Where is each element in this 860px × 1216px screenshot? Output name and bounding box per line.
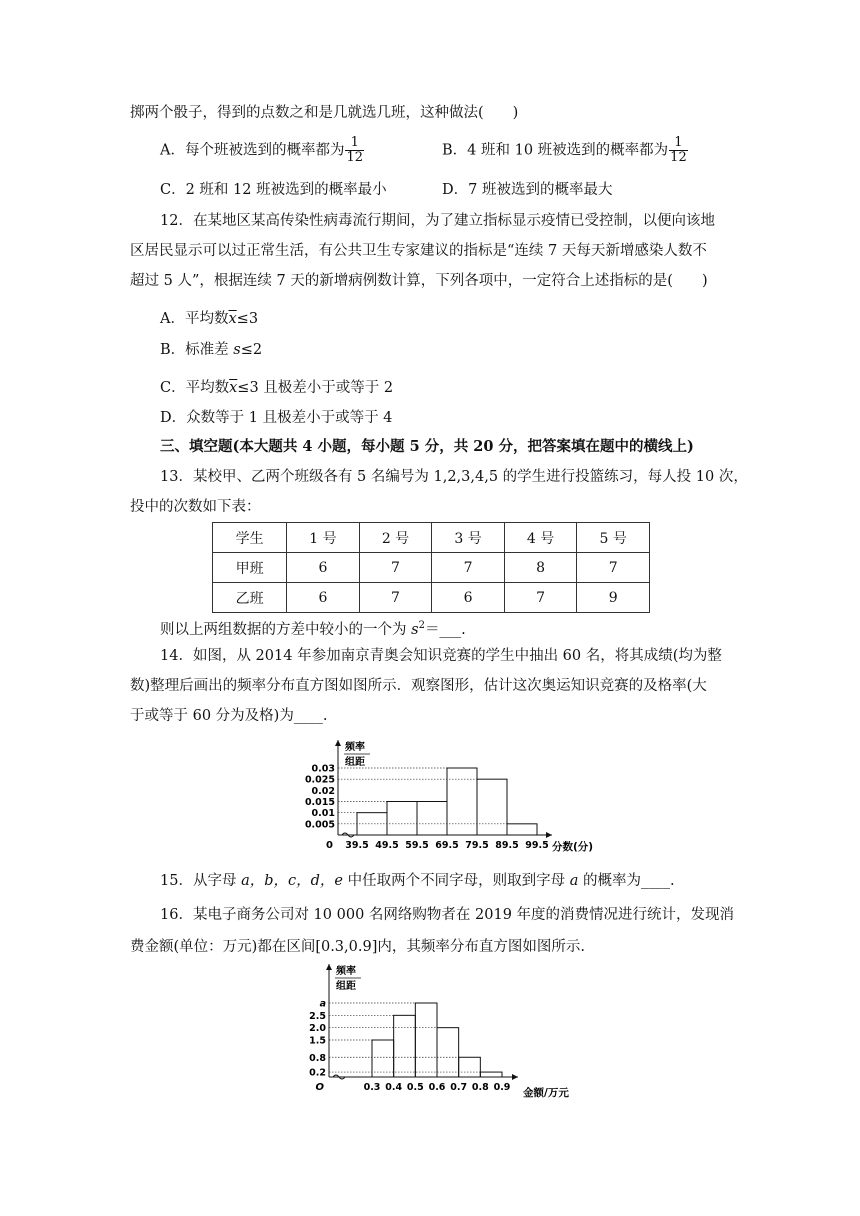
x-tick-label: 39.5 — [345, 840, 369, 851]
section-heading: 三、填空题(本大题共 4 小题，每小题 5 分，共 20 分，把答案填在题中的横线上) — [160, 438, 694, 455]
table-cell: 7 — [359, 583, 432, 613]
histogram-bar — [417, 802, 447, 836]
y-tick-label: 0.2 — [309, 1067, 326, 1079]
histogram-bar — [372, 1040, 394, 1077]
histogram-spending — [294, 960, 594, 1102]
q13-line1: 13．某校甲、乙两个班级各有 5 名编号为 1,2,3,4,5 的学生进行投篮练习，每人投 10 次， — [160, 469, 748, 485]
q11-stem: 掷两个骰子，得到的点数之和是几就选几班，这种做法( ) — [130, 105, 519, 121]
table-cell: 甲班 — [213, 553, 287, 583]
x-tick-label: 0.8 — [471, 1082, 489, 1093]
x-tick-label: 69.5 — [435, 840, 459, 851]
histogram-bar — [480, 1072, 502, 1077]
x-tick-label: 0.7 — [450, 1082, 468, 1093]
x-axis-arrow — [512, 1074, 518, 1080]
table-cell: 7 — [504, 583, 577, 613]
table-header-cell: 1 号 — [287, 523, 360, 553]
y-tick-label: 0.015 — [304, 797, 335, 808]
q12-option-b: B．标准差 s≤2 — [160, 342, 263, 358]
q11-option-d: D．7 班被选到的概率最大 — [442, 182, 613, 198]
x-tick-label: 99.5 — [525, 840, 549, 851]
fraction: $\frac{1}{12}$ — [670, 135, 687, 165]
x-tick-label: 79.5 — [465, 840, 489, 851]
y-tick-label: 0.03 — [311, 763, 335, 775]
x-tick-label: 0.6 — [428, 1082, 446, 1093]
q13-line2: 投中的次数如下表： — [130, 499, 261, 515]
q11-option-a: A．每个班被选到的概率都为 $\frac{1}{12}$ — [160, 135, 364, 165]
q15-line: 15．从字母 a，b，c，d，e 中任取两个不同字母，则取到字母 a 的概率为____. — [160, 873, 675, 889]
table-cell: 6 — [432, 583, 505, 613]
q11-option-c: C．2 班和 12 班被选到的概率最小 — [160, 182, 387, 198]
y-tick-label: 2.5 — [309, 1010, 326, 1022]
table-cell: 7 — [577, 553, 650, 583]
x-axis-arrow — [546, 832, 552, 838]
table-cell: 乙班 — [213, 583, 287, 613]
x-tick-label: 0.4 — [385, 1082, 403, 1093]
q12-option-d: D．众数等于 1 且极差小于或等于 4 — [160, 410, 393, 426]
q16-line2: 费金额(单位：万元)都在区间[0.3,0.9]内，其频率分布直方图如图所示. — [130, 939, 585, 955]
y-tick-label: 2.0 — [309, 1023, 326, 1035]
origin-label: O — [315, 1082, 324, 1093]
y-tick-label: 0.01 — [311, 808, 335, 820]
table-header-cell: 5 号 — [577, 523, 650, 553]
y-axis-arrow — [335, 740, 341, 746]
q12-line1: 12．在某地区某高传染性病毒流行期间，为了建立指标显示疫情已受控制，以便向该地 — [160, 213, 715, 229]
table-cell: 7 — [432, 553, 505, 583]
table-cell: 6 — [287, 553, 360, 583]
q14-line3: 于或等于 60 分为及格)为____. — [130, 708, 328, 724]
x-axis-label: 分数(分) — [552, 841, 594, 853]
table-row — [213, 583, 650, 613]
score-table — [212, 522, 650, 613]
q13-after: 则以上两组数据的方差中较小的一个为 $s^2=\_\_\_$. — [160, 620, 466, 638]
table-cell: 8 — [504, 553, 577, 583]
histogram-bar — [477, 779, 507, 835]
table-cell: 6 — [287, 583, 360, 613]
table-cell: 9 — [577, 583, 650, 613]
histogram-scores — [290, 734, 620, 858]
x-tick-label: 59.5 — [405, 840, 429, 851]
y-tick-label: 0.8 — [309, 1052, 326, 1064]
table-header-cell: 学生 — [213, 523, 287, 553]
histogram-bar — [387, 802, 417, 836]
y-axis-label-bottom: 组距 — [345, 757, 365, 768]
y-tick-label: 0.025 — [304, 774, 335, 786]
histogram-bar — [459, 1057, 481, 1077]
y-tick-label: 0.02 — [311, 785, 335, 797]
q14-line1: 14．如图，从 2014 年参加南京青奥会知识竞赛的学生中抽出 60 名，将其成绩(均为整 — [160, 648, 722, 664]
y-tick-label: 1.5 — [309, 1035, 326, 1047]
y-tick-label: 0.005 — [304, 819, 335, 831]
fraction: $\frac{1}{12}$ — [346, 135, 364, 165]
table-header-cell: 4 号 — [504, 523, 577, 553]
y-tick-label: a — [319, 998, 326, 1010]
histogram-bar — [447, 768, 477, 835]
q12-option-c: C．平均数$\overline{x}\le 3$ 且极差小于或等于 2 — [160, 380, 394, 396]
q12-line3: 超过 5 人”，根据连续 7 天的新增病例数计算，下列各项中，一定符合上述指标的是( ) — [130, 273, 708, 289]
y-axis-arrow — [326, 964, 332, 970]
x-tick-label: 89.5 — [495, 840, 519, 851]
table-header-cell: 3 号 — [432, 523, 505, 553]
x-axis-label: 金额/万元 — [523, 1087, 569, 1099]
histogram-bar — [437, 1028, 459, 1077]
x-tick-label: 0.9 — [493, 1082, 511, 1093]
table-header-row — [213, 523, 650, 553]
table-row — [213, 553, 650, 583]
y-axis-label-top: 频率 — [336, 966, 356, 977]
x-tick-label: 0.3 — [363, 1082, 381, 1093]
q12-line2: 区居民显示可以过正常生活，有公共卫生专家建议的指标是“连续 7 天每天新增感染人数不 — [130, 243, 707, 259]
histogram-bar — [415, 1003, 437, 1077]
y-axis-label-bottom: 组距 — [336, 981, 356, 992]
q16-line1: 16．某电子商务公司对 10 000 名网络购物者在 2019 年度的消费情况进行统计，发现消 — [160, 907, 735, 923]
table-header-cell: 2 号 — [359, 523, 432, 553]
q12-option-a: A．平均数$\overline{x}\le 3$ — [160, 311, 259, 327]
q11-option-b: B．4 班和 10 班被选到的概率都为 $\frac{1}{12}$ — [442, 135, 687, 165]
y-axis-label-top: 频率 — [345, 742, 365, 753]
table-cell: 7 — [359, 553, 432, 583]
q14-line2: 数)整理后画出的频率分布直方图如图所示．观察图形，估计这次奥运知识竞赛的及格率(大 — [130, 678, 707, 694]
histogram-bar — [507, 824, 537, 835]
x-tick-label: 49.5 — [375, 840, 399, 851]
origin-label: 0 — [326, 840, 333, 851]
histogram-bar — [394, 1015, 416, 1077]
x-tick-label: 0.5 — [406, 1082, 424, 1093]
